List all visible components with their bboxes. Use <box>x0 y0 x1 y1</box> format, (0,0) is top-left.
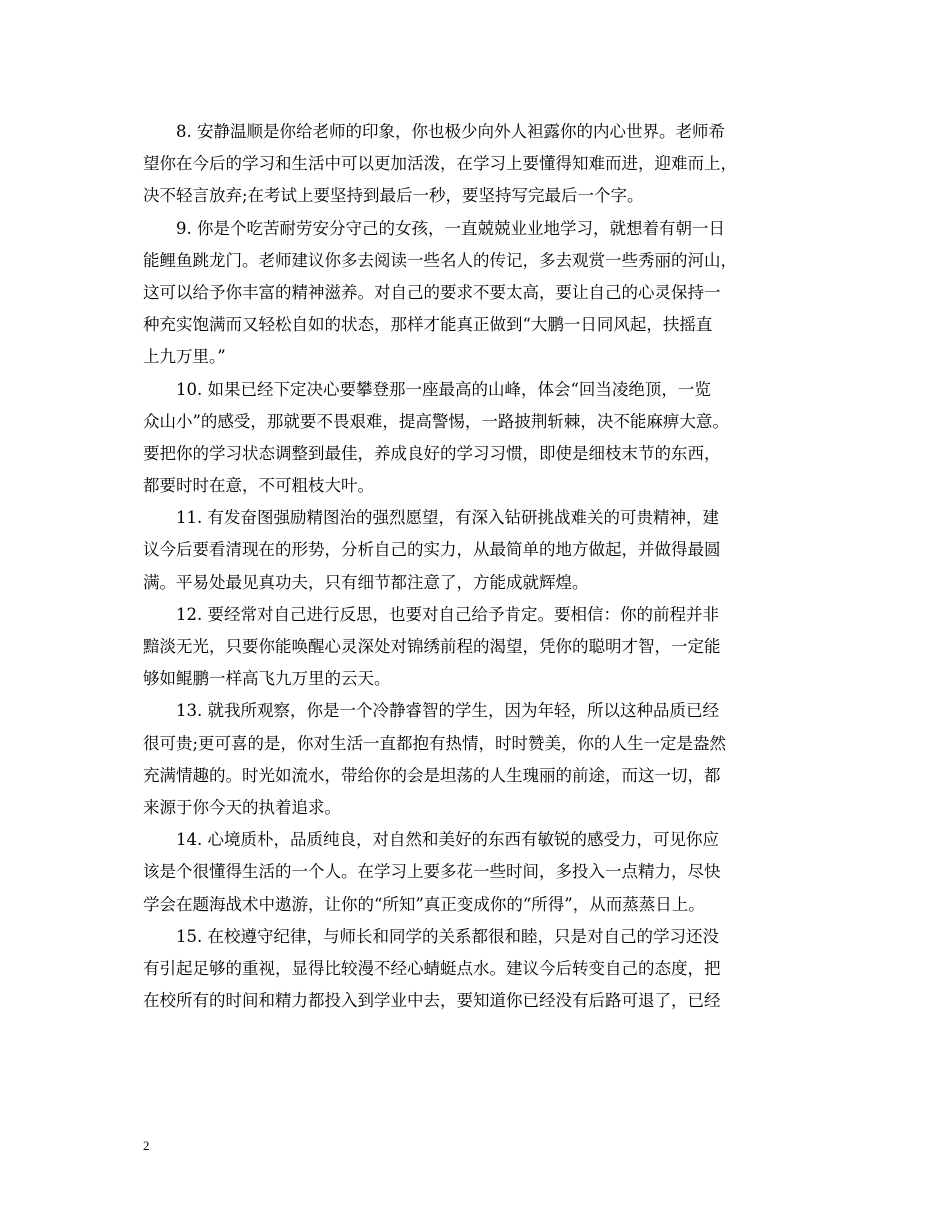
paragraph-line: 15. 在校遵守纪律，与师长和同学的关系都很和睦，只是对自己的学习还没 <box>176 926 719 946</box>
paragraph-line: 决不轻言放弃;在考试上要坚持到最后一秒，要坚持写完最后一个字。 <box>143 186 644 206</box>
paragraph-line: 在校所有的时间和精力都投入到学业中去，要知道你已经没有后路可退了，已经 <box>143 991 721 1011</box>
paragraph-line: 12. 要经常对自己进行反思，也要对自己给予肯定。要相信：你的前程并非 <box>176 604 719 624</box>
paragraph <box>143 599 813 696</box>
paragraph-line: 能鲤鱼跳龙门。老师建议你多去阅读一些名人的传记，多去观赏一些秀丽的河山， <box>143 250 737 270</box>
paragraph-line: 黯淡无光，只要你能唤醒心灵深处对锦绣前程的渴望，凭你的聪明才智，一定能 <box>143 637 721 656</box>
paragraph <box>143 374 813 503</box>
paragraph-line: 众山小”的感受，那就要不畏艰难，提高警惕，一路披荆斩棘，决不能麻痹大意。 <box>143 411 729 431</box>
paragraph-line: 该是个很懂得生活的一个人。在学习上要多花一些时间，多投入一点精力，尽快 <box>143 862 721 882</box>
paragraph-line: 充满情趣的。时光如流水，带给你的会是坦荡的人生瑰丽的前途，而这一切，都 <box>143 765 721 785</box>
paragraph-line: 满。平易处最见真功夫，只有细节都注意了，方能成就辉煌。 <box>143 572 589 592</box>
paragraph-line: 11. 有发奋图强励精图治的强烈愿望，有深入钻研挑战难关的可贵精神，建 <box>176 508 719 528</box>
paragraph-line: 14. 心境质朴，品质纯良，对自然和美好的东西有敏锐的感受力，可见你应 <box>176 830 719 850</box>
document-body <box>143 116 813 1017</box>
paragraph-line: 要把你的学习状态调整到最佳，养成良好的学习习惯，即使是细枝末节的东西， <box>143 443 721 463</box>
paragraph <box>143 921 813 1018</box>
paragraph-line: 有引起足够的重视，显得比较漫不经心蜻蜓点水。建议今后转变自己的态度，把 <box>143 958 721 978</box>
paragraph-line: 8. 安静温顺是你给老师的印象，你也极少向外人袒露你的内心世界。老师希 <box>176 122 725 141</box>
paragraph-line: 10. 如果已经下定决心要攀登那一座最高的山峰，体会“回当凌绝顶，一览 <box>176 379 711 399</box>
paragraph-line: 学会在题海战术中遨游，让你的“所知”真正变成你的“所得”，从而蒸蒸日上。 <box>143 894 705 914</box>
paragraph-line: 13. 就我所观察，你是一个冷静睿智的学生，因为年轻，所以这种品质已经 <box>176 701 719 721</box>
paragraph <box>143 213 813 374</box>
page-number: 2 <box>143 1138 150 1153</box>
paragraph-line: 很可贵;更可喜的是，你对生活一直都抱有热情，时时赞美，你的人生一定是盎然 <box>143 733 727 753</box>
paragraph-line: 都要时时在意，不可粗枝大叶。 <box>143 476 374 496</box>
paragraph <box>143 695 813 824</box>
paragraph-line: 来源于你今天的执着追求。 <box>143 797 341 817</box>
paragraph-line: 这可以给予你丰富的精神滋养。对自己的要求不要太高，要让自己的心灵保持一 <box>143 282 721 302</box>
paragraph <box>143 116 813 213</box>
paragraph-line: 望你在今后的学习和生活中可以更加活泼，在学习上要懂得知难而进，迎难而上， <box>143 154 737 174</box>
paragraph <box>143 502 813 599</box>
paragraph-line: 议今后要看清现在的形势，分析自己的实力，从最简单的地方做起，并做得最圆 <box>143 540 721 560</box>
paragraph-line: 够如鲲鹏一样高飞九万里的云天。 <box>143 669 391 689</box>
paragraph-line: 9. 你是个吃苦耐劳安分守己的女孩，一直兢兢业业地学习，就想着有朝一日 <box>176 218 725 238</box>
paragraph-line: 种充实饱满而又轻松自如的状态，那样才能真正做到“大鹏一日同风起，扶摇直 <box>143 315 713 335</box>
paragraph-line: 上九万里。” <box>143 347 226 367</box>
paragraph <box>143 824 813 921</box>
